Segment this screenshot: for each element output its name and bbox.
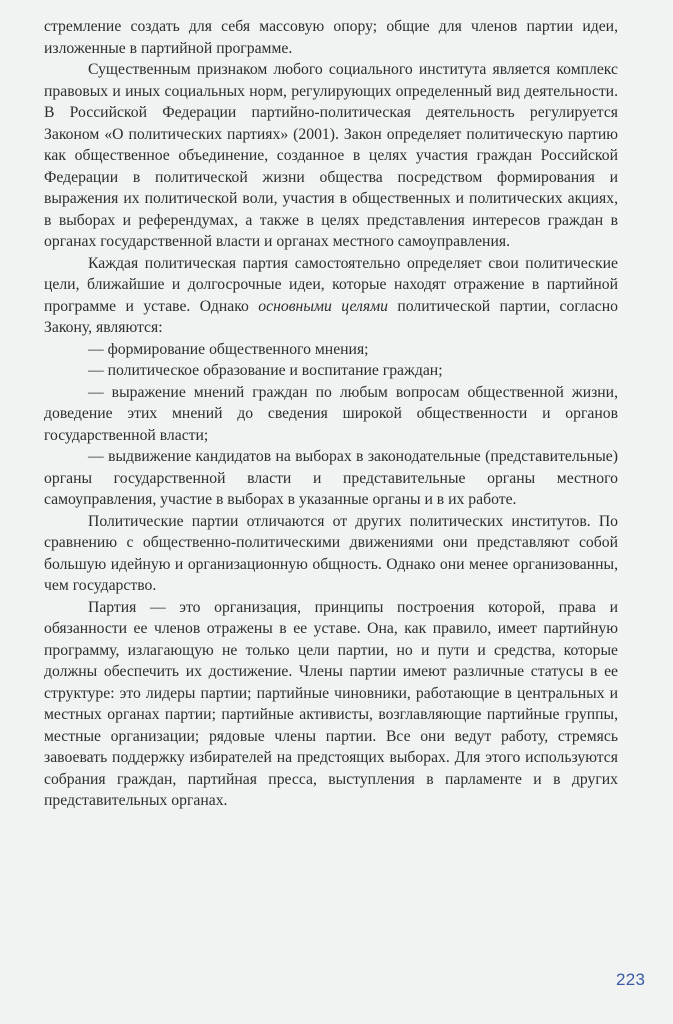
list-item-political-education: — политическое образование и воспитание граждан; [88, 362, 443, 379]
list-item-expressing-opinions: — выражение мнений граждан по любым вопросам общественной жизни, доведение этих мнений до сведения широкой общественности и органов государственной власти; [44, 383, 618, 444]
paragraph-party-differences: Политические партии отличаются от других политических институтов. По сравнению с общественно-политическими движениями они представляют собой большую идейную и организационную общность. Однако они менее организованны, чем государство. [44, 512, 618, 594]
list-item-public-opinion: — формирование общественного мнения; [88, 340, 369, 358]
body-text [44, 16, 618, 812]
paragraph-continuation: стремление создать для себя массовую опору; общие для членов партии идеи, изложенные в партийной программе. [44, 18, 618, 57]
paragraph-party-goals-text: Каждая политическая партия самостоятельно определяет свои политические цели, ближайшие и долгосрочные идеи, которые находят отражение в партийной программе и уставе. Однако [44, 254, 618, 315]
paragraph-institute-norms: Существенным признаком любого социального института является комплекс правовых и иных социальных норм, регулирующих определенный вид деятельности. В Российской Федерации партийно-политическая деятельность регулируется Законом «О политических партиях» (2001). Закон определяет политическую партию как общественное объединение, созданное в целях участия граждан Российской Федерации в политической жизни общества посредством формирования и выражения их политической воли, участия в общественных и политических акциях, в выборах и референдумах, а также в целях представления интересов граждан в органах государственной власти и органах местного самоуправления. [44, 61, 618, 250]
page-number: 223 [616, 970, 646, 989]
paragraph-party-definition: Партия — это организация, принципы построения которой, права и обязанности ее членов отражены в ее уставе. Она, как правило, имеет партийную программу, излагающую не только цели партии, но и пути и средства, которые должны обеспечить их достижение. Члены партии имеют различные статусы в ее структуре: это лидеры партии; партийные чиновники, работающие в центральных и местных органах партии; партийные активисты, возглавляющие партийные группы, местные организации; рядовые члены партии. Все они ведут работу, стремясь завоевать поддержку избирателей на предстоящих выборах. Для этого используются собрания граждан, партийная пресса, выступления в парламенте и в других представительных органах. [44, 598, 618, 809]
paragraph-party-goals [44, 253, 618, 339]
paragraph-party-goals-tail: политической партии, согласно Закону, являются: [44, 297, 618, 336]
list-item-nominating-candidates: — выдвижение кандидатов на выборах в законодательные (представительные) органы государственной власти и представительные органы местного самоуправления, участие в выборах в указанные органы и в их работе. [44, 448, 618, 508]
emphasis-main-goals: основными целями [258, 297, 388, 315]
